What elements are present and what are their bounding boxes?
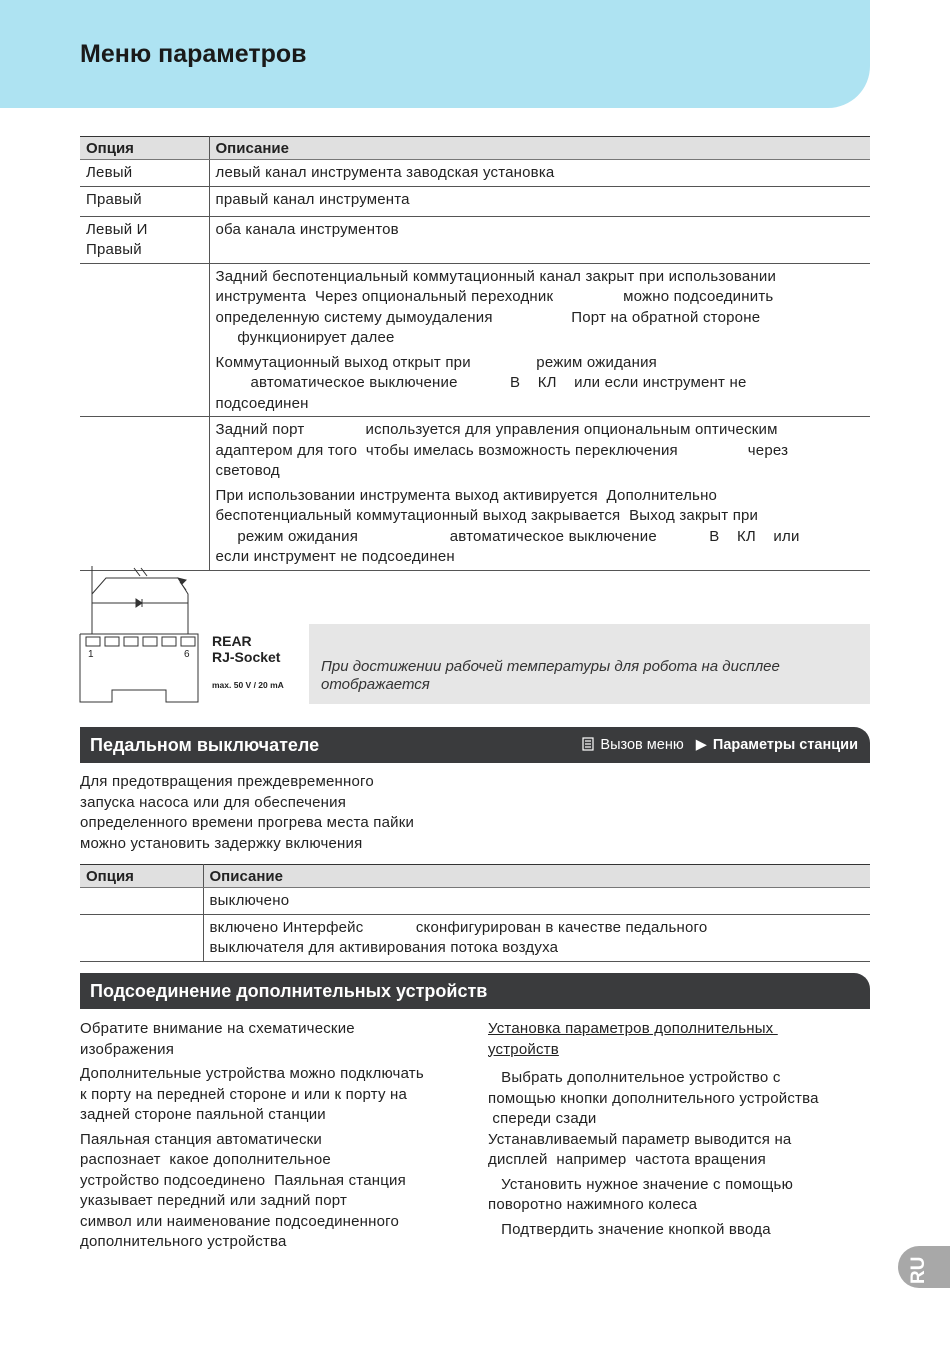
paragraph: Паяльная станция автоматически распознает какое дополнительное устройство подсоединено Паяльная станция указывает передний или задний порт символ или наименование подсоединенного дополнительного устройства bbox=[80, 1130, 406, 1250]
description-cell: правый канал инструмента bbox=[209, 186, 870, 216]
socket-pin bbox=[162, 637, 176, 646]
description-cell: выключено bbox=[203, 888, 870, 915]
socket-pin bbox=[143, 637, 157, 646]
section-title: Педальном выключателе bbox=[90, 735, 320, 755]
column-header-option: Опция bbox=[80, 137, 209, 160]
table-header-row bbox=[80, 865, 870, 888]
column-header-description: Описание bbox=[203, 865, 870, 888]
circuit-frame bbox=[92, 578, 188, 634]
step-paragraph: Установить нужное значение с помощью поворотно нажимного колеса bbox=[488, 1175, 794, 1213]
table-row bbox=[80, 216, 870, 263]
description-cell: оба канала инструментов bbox=[209, 216, 870, 263]
pin-label-first: 1 bbox=[88, 649, 94, 660]
option-cell bbox=[80, 263, 209, 417]
option-cell: Левый bbox=[80, 160, 209, 187]
label-rating: max. 50 V / 20 mA bbox=[212, 680, 284, 690]
section-bar-pedal bbox=[80, 727, 870, 763]
description-paragraph: При использовании инструмента выход активируется Дополнительно беспотенциальный коммутационный выход закрывается Выход закрыт при режим ожидания автоматическое выключение В КЛ или если инструмент не подсоединен bbox=[215, 486, 800, 565]
pin-label-last: 6 bbox=[184, 649, 190, 660]
description-cell: включено Интерфейс сконфигурирован в качестве педального выключателя для активирования потока воздуха bbox=[203, 914, 870, 961]
settings-heading: Установка параметров дополнительных устройств bbox=[488, 1020, 774, 1058]
option-cell bbox=[80, 914, 203, 961]
breadcrumb-prefix: Вызов меню bbox=[600, 737, 684, 753]
options-table bbox=[80, 136, 870, 571]
breadcrumb-target: Параметры станции bbox=[712, 737, 858, 753]
table-row bbox=[80, 186, 870, 216]
table-header-row bbox=[80, 137, 870, 160]
description-cell bbox=[209, 263, 870, 417]
section-bar-devices bbox=[80, 973, 870, 1009]
table-row bbox=[80, 417, 870, 571]
triangle-right-icon: ▶ bbox=[695, 737, 707, 753]
label-rear: REAR bbox=[212, 633, 252, 649]
option-cell bbox=[80, 417, 209, 571]
rj-socket-diagram bbox=[78, 566, 202, 706]
page-title: Меню параметров bbox=[80, 40, 307, 68]
language-tab bbox=[898, 1246, 950, 1288]
option-cell: Левый И Правый bbox=[80, 216, 209, 263]
step-paragraph: Подтвердить значение кнопкой ввода bbox=[488, 1220, 771, 1238]
column-header-description: Описание bbox=[209, 137, 870, 160]
devices-left-column bbox=[80, 1019, 475, 1257]
description-cell: левый канал инструмента заводская установка bbox=[209, 160, 870, 187]
description-paragraph: Задний порт используется для управления опциональным оптическим адаптером для того чтобы имелась возможность переключения через световод bbox=[215, 421, 789, 479]
section-title: Подсоединение дополнительных устройств bbox=[90, 981, 488, 1001]
language-tab-label: RU bbox=[908, 1256, 929, 1284]
table-row bbox=[80, 263, 870, 417]
label-socket: RJ-Socket bbox=[212, 649, 281, 665]
table-row bbox=[80, 914, 870, 961]
socket-pin bbox=[124, 637, 138, 646]
description-cell bbox=[209, 417, 870, 571]
description-paragraph: Коммутационный выход открыт при режим ожидания автоматическое выключение В КЛ или если инструмент не подсоединен bbox=[215, 353, 747, 412]
option-cell: Правый bbox=[80, 186, 209, 216]
option-cell bbox=[80, 888, 203, 915]
table-row bbox=[80, 160, 870, 187]
pedal-intro: Для предотвращения преждевременного запуска насоса или для обеспечения определенного времени прогрева места пайки можно установить задержку включения bbox=[80, 773, 415, 852]
socket-pin bbox=[181, 637, 195, 646]
paragraph: Обратите внимание на схематические изображения bbox=[80, 1020, 355, 1058]
table-row bbox=[80, 888, 870, 915]
pedal-options-table bbox=[80, 864, 870, 962]
breadcrumb bbox=[582, 737, 858, 753]
description-paragraph: Задний беспотенциальный коммутационный канал закрыт при использовании инструмента Через опциональный переходник можно подсоединить определенную систему дымоудаления Порт на обратной стороне функционирует далее bbox=[215, 267, 777, 346]
diode-symbol bbox=[136, 599, 142, 607]
menu-icon bbox=[582, 737, 594, 751]
paragraph: Дополнительные устройства можно подключать к порту на передней стороне и или к порту на задней стороне паяльной станции bbox=[80, 1065, 424, 1123]
step-paragraph: Выбрать дополнительное устройство с помощью кнопки дополнительного устройства спереди сзади Устанавливаемый параметр выводится на дисплей например частота вращения bbox=[488, 1069, 819, 1168]
socket-pin bbox=[86, 637, 100, 646]
devices-right-column bbox=[488, 1019, 870, 1244]
socket-pin bbox=[105, 637, 119, 646]
socket-outline bbox=[80, 634, 198, 702]
note-box bbox=[309, 624, 870, 704]
column-header-option: Опция bbox=[80, 865, 203, 888]
note-text: При достижении рабочей температуры для робота на дисплее отображается bbox=[321, 658, 780, 693]
